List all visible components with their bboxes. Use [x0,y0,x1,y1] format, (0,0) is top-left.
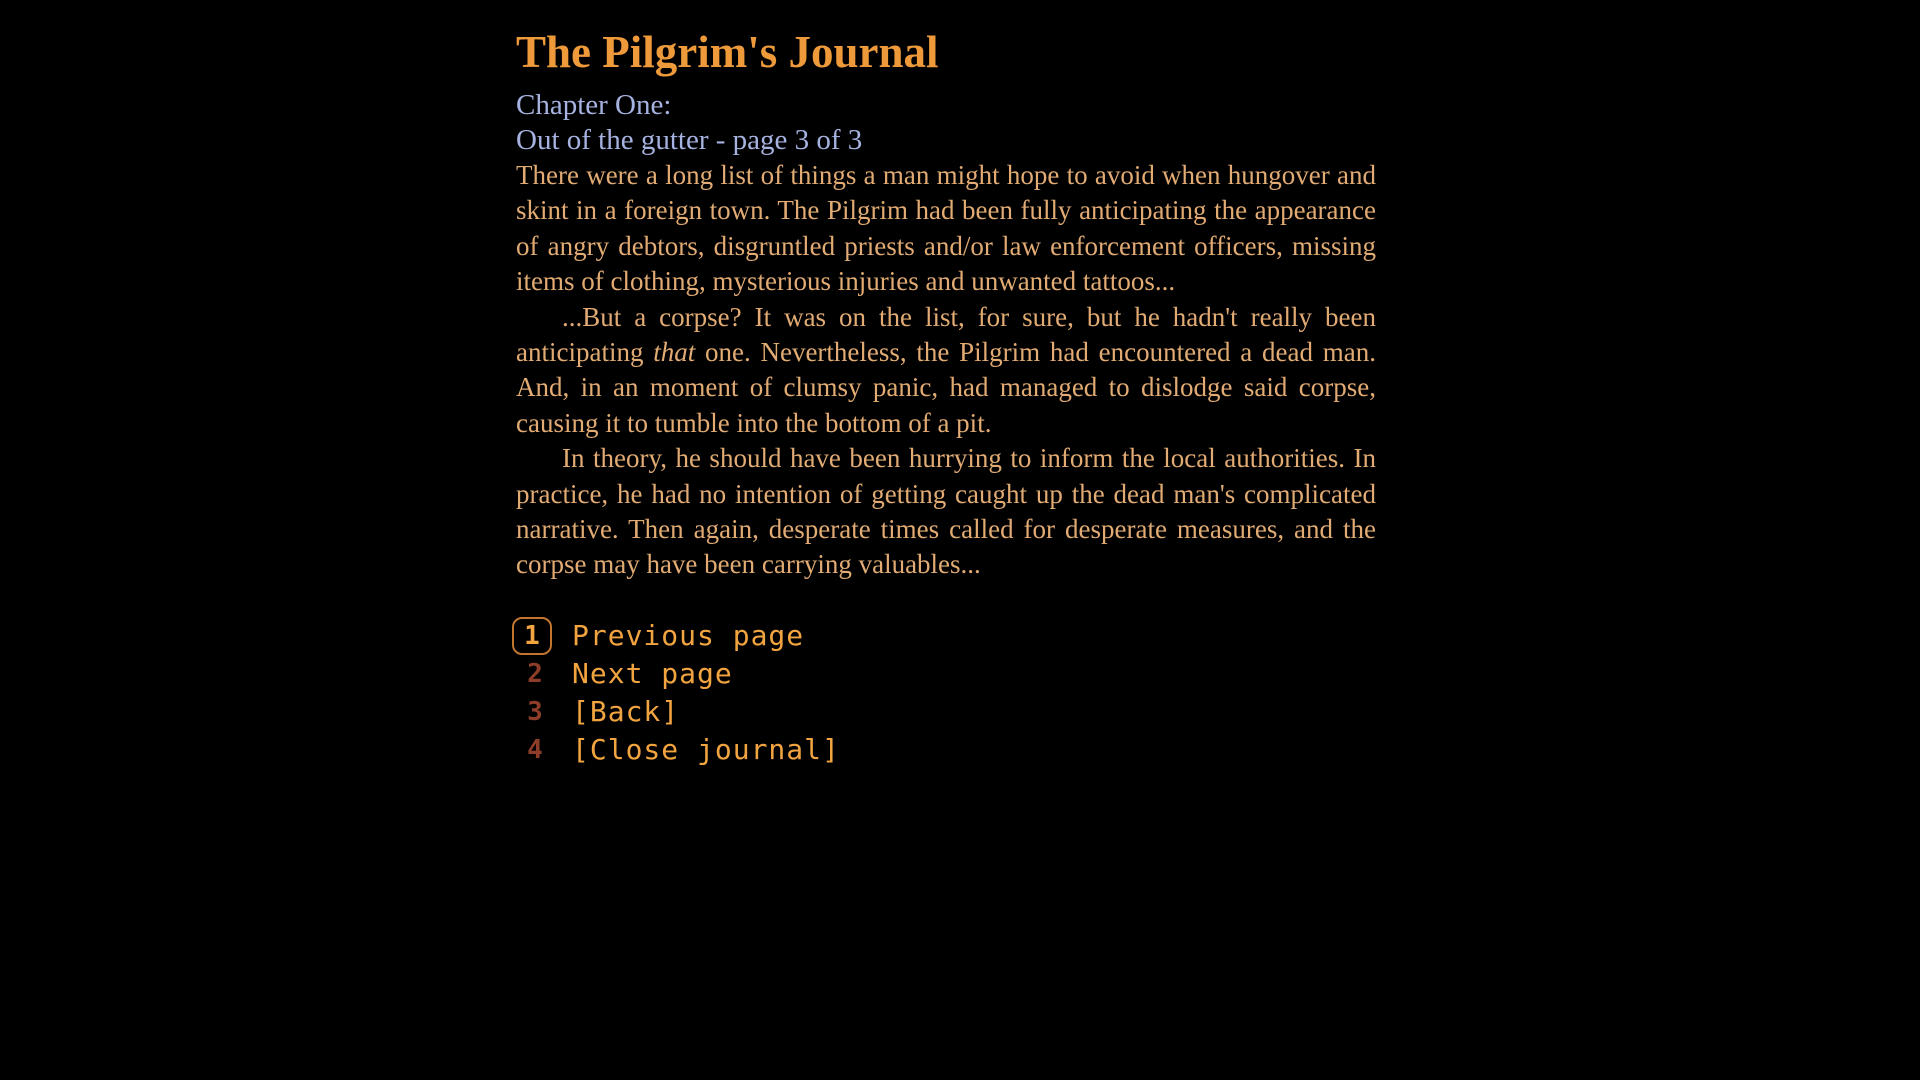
journal-title: The Pilgrim's Journal [516,27,939,77]
paragraph-text: In theory, he should have been hurrying to inform the local authorities. In practice, he had no intention of getting caught up the dead man's complicated narrative. Then again, desperate times called for desperate measures, and the corpse may have been carrying valuables... [516,443,1376,580]
menu-item-previous-page[interactable] [512,617,1376,655]
menu-item-number: 1 [512,617,552,655]
journal-menu [512,617,1376,769]
page-indicator: Out of the gutter - page 3 of 3 [516,124,863,156]
menu-item-label: Previous page [572,619,805,653]
menu-item-number: 3 [527,696,543,727]
journal-body [516,158,1376,583]
paragraph-italic-text: that [653,337,696,368]
journal-paragraph [516,441,1376,583]
chapter-heading: Chapter One: [516,89,672,121]
menu-item-next-page[interactable] [512,655,1376,693]
menu-item-back[interactable] [512,693,1376,731]
menu-item-close-journal[interactable] [512,731,1376,769]
menu-item-number: 2 [527,658,543,689]
journal-paragraph [516,158,1376,300]
paragraph-text: ...But a corpse? It was on the list, for sure, but he hadn't really been anticipating [516,301,1376,368]
journal-paragraph [516,300,1376,442]
menu-item-number: 4 [527,734,543,765]
menu-item-label: [Back] [572,695,680,729]
menu-item-label: [Close journal] [572,733,840,767]
paragraph-text: one. Nevertheless, the Pilgrim had encountered a dead man. And, in an moment of clumsy panic, had managed to dislodge said corpse, causing it to tumble into the bottom of a pit. [516,337,1376,438]
journal-content [516,26,1376,769]
menu-item-label: Next page [572,657,733,691]
paragraph-text: There were a long list of things a man might hope to avoid when hungover and skint in a foreign town. The Pilgrim had been fully anticipating the appearance of angry debtors, disgruntled priests and/or law enforcement officers, missing items of clothing, mysterious injuries and unwanted tattoos... [516,160,1376,297]
